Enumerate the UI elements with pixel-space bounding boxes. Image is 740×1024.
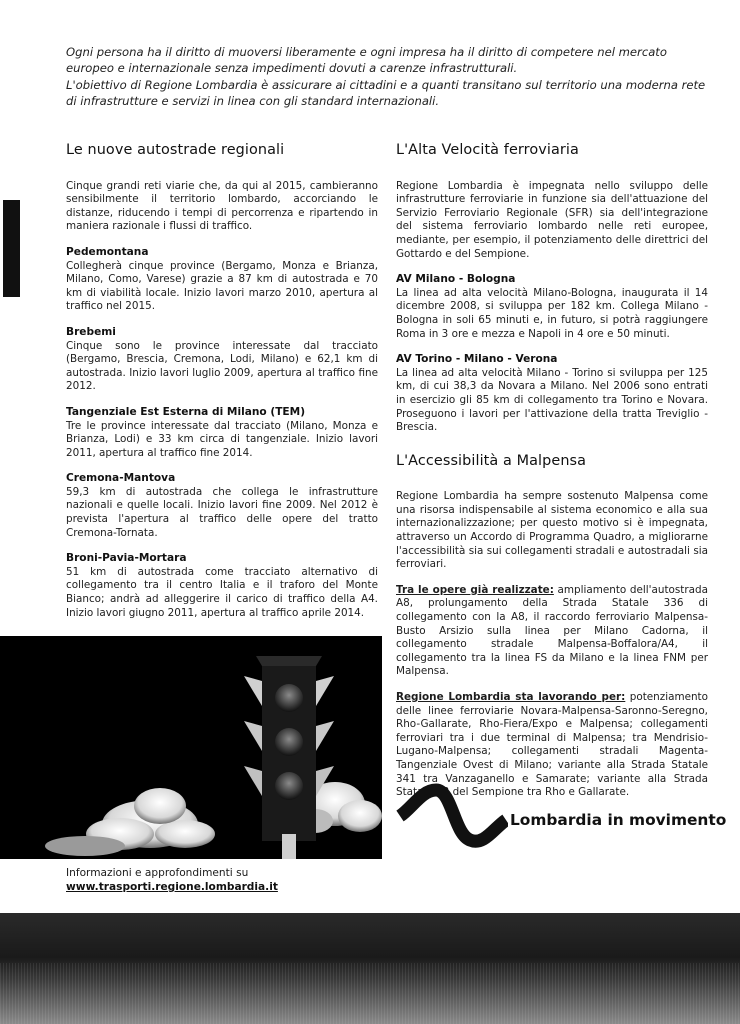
malpensa-done-text: ampliamento dell'autostrada A8, prolungamento della Strada Statale 336 di collegamento con la A8, il raccordo ferroviario Malpensa-Busto Arsizio sulla linea per Milano Cadorna, il collegamento stradale Malpensa-Boffalora/A4, il collegamento tra la linea FS da Milano e la linea FNM per Malpensa. xyxy=(396,583,708,678)
section-title-highways: Le nuove autostrade regionali xyxy=(66,142,285,158)
info-box xyxy=(66,866,278,894)
highway-item xyxy=(66,552,378,620)
highway-text: 59,3 km di autostrada che collega le infrastrutture nazionali e quelle locali. Inizio lavori fine 2009. Nel 2012 è prevista l'apertura al traffico delle opere del tratto Cremona-Tornata. xyxy=(66,485,378,539)
logo-text: Lombardia in movimento xyxy=(510,811,727,829)
highway-text: Tre le province interessate dal tracciato (Milano, Monza e Brianza, Lodi) e 33 km circa di tangenziale. Inizio lavori 2011, apertura al traffico fine 2014. xyxy=(66,419,378,459)
malpensa-working-label: Regione Lombardia sta lavorando per: xyxy=(396,691,626,703)
highway-text: Cinque sono le province interessate dal tracciato (Bergamo, Brescia, Cremona, Lodi, Milano) e 62,1 km di autostrada. Inizio lavori luglio 2009, apertura al traffico fine 2012. xyxy=(66,339,378,393)
highways-lead: Cinque grandi reti viarie che, da qui al 2015, cambieranno sensibilmente il territorio lombardo, accorciando le distanze, riducendo i tempi di percorrenza e ripartendo in maniera razionale i flussi di traffico. xyxy=(66,179,378,233)
info-link[interactable]: www.trasporti.regione.lombardia.it xyxy=(66,881,278,893)
page-tab-marker xyxy=(3,200,20,297)
bottom-decorative-band xyxy=(0,913,740,1024)
malpensa-working-text: potenziamento delle linee ferroviarie Novara-Malpensa-Saronno-Seregno, Rho-Gallarate, Rho-Fiera/Expo e Malpensa; collegamenti ferroviari tra i due terminal di Malpensa; tra Mendrisio-Lugano-Malpensa; collegamenti stradali Magenta-Tangenziale Ovest di Milano; variante alla Strada Statale 341 tra Vanzaganello e Samarate; variante alla Strada Statale 33 del Sempione tra Rho e Gallarate. xyxy=(396,691,708,799)
rail-title: AV Torino - Milano - Verona xyxy=(396,353,558,366)
section-title-malpensa: L'Accessibilità a Malpensa xyxy=(396,452,587,469)
road-curve-icon xyxy=(396,782,508,852)
highway-text: 51 km di autostrada come tracciato alternativo di collegamento tra il centro Italia e il traforo del Monte Bianco; andrà ad alleggerire il carico di traffico della A4. Inizio lavori giugno 2011, apertura al traffico aprile 2014. xyxy=(66,565,378,619)
rail-title: AV Milano - Bologna xyxy=(396,273,516,286)
highway-title: Cremona-Mantova xyxy=(66,472,176,485)
section-title-high-speed: L'Alta Velocità ferroviaria xyxy=(396,142,579,158)
highway-item xyxy=(66,472,378,540)
highway-item xyxy=(66,246,378,314)
intro-line-1: Ogni persona ha il diritto di muoversi liberamente e ogni impresa ha il diritto di competere nel mercato europeo e internazionale senza impedimenti dovuti a carenze infrastrutturali. xyxy=(66,45,667,76)
highway-title: Broni-Pavia-Mortara xyxy=(66,552,187,565)
traffic-light-illustration xyxy=(0,636,382,859)
rail-item xyxy=(396,273,708,341)
highway-item xyxy=(66,406,378,460)
traffic-light-photo xyxy=(0,636,382,859)
malpensa-lead: Regione Lombardia ha sempre sostenuto Malpensa come una risorsa indispensabile al sistema economico e alla sua internazionalizzazione; per questo motivo si è impegnata, attraverso un Accordo di Programma Quadro, a migliorarne l'accessibilità sia sui collegamenti stradali e autostradali sia ferroviari. xyxy=(396,490,708,571)
info-label: Informazioni e approfondimenti su xyxy=(66,867,249,879)
highway-text: Collegherà cinque province (Bergamo, Monza e Brianza, Milano, Como, Varese) grazie a 87 km di autostrada e 70 km di viabilità locale. Inizio lavori marzo 2010, apertura al traffico nel 2015. xyxy=(66,259,378,313)
high-speed-lead: Regione Lombardia è impegnata nello sviluppo delle infrastrutture ferroviarie in funzione sia dell'attuazione del Servizio Ferroviario Regionale (SFR) sia dell'integrazione del sistema ferroviario lombardo nelle reti europee, mediante, per esempio, il potenziamento delle direttrici del Gottardo e del Sempione. xyxy=(396,179,708,260)
rail-item xyxy=(396,353,708,435)
malpensa-done xyxy=(396,584,708,679)
intro-line-2: L'obiettivo di Regione Lombardia è assicurare ai cittadini e a quanti transitano sul territorio una moderna rete di infrastrutture e servizi in linea con gli standard internazionali. xyxy=(66,77,706,109)
right-column xyxy=(396,144,708,812)
highway-title: Brebemi xyxy=(66,325,116,338)
rail-text: La linea ad alta velocità Milano - Torino si sviluppa per 125 km, di cui 38,3 da Novara a Milano. Nel 2006 sono entrati in esercizio gli 85 km di collegamento tra Torino e Novara. Proseguono i lavori per l'attivazione della tratta Treviglio - Brescia. xyxy=(396,366,708,434)
highway-title: Tangenziale Est Esterna di Milano (TEM) xyxy=(66,405,306,418)
lombardia-logo xyxy=(396,782,727,852)
highway-title: Pedemontana xyxy=(66,245,149,258)
highway-item xyxy=(66,326,378,394)
intro-text xyxy=(66,44,714,110)
rail-text: La linea ad alta velocità Milano-Bologna, inaugurata il 14 dicembre 2008, si sviluppa per 182 km. Collega Milano - Bologna in soli 65 minuti e, in futuro, si potrà raggiungere Roma in 3 ore e mezza e Napoli in 4 ore e 50 minuti. xyxy=(396,286,708,340)
left-column xyxy=(66,144,378,632)
malpensa-done-label: Tra le opere già realizzate: xyxy=(396,583,554,596)
